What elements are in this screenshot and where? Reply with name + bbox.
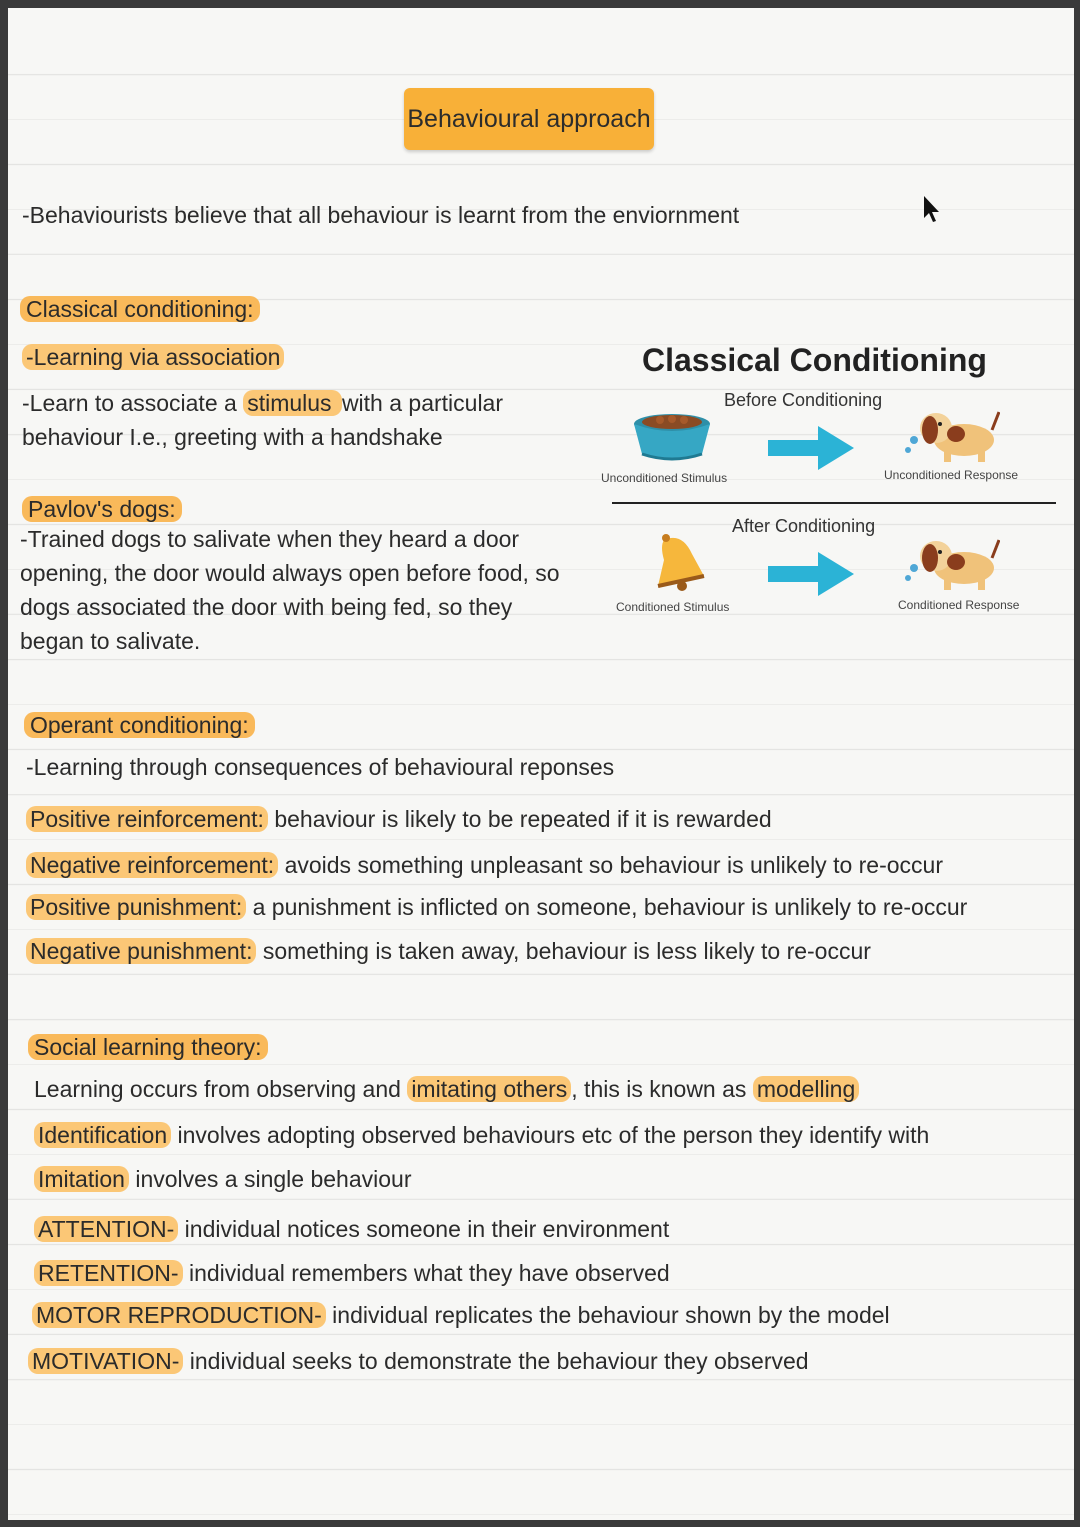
social-heading-label: Social learning theory:	[28, 1034, 268, 1060]
arrow-right-icon	[766, 548, 856, 600]
social-stage	[34, 1258, 670, 1288]
bell-icon	[648, 530, 714, 594]
operant-desc: avoids something unpleasant so behaviour is unlikely to re-occur	[278, 852, 943, 878]
operant-desc: behaviour is likely to be repeated if it is rewarded	[267, 806, 772, 832]
social-l1-a: Learning occurs from observing and	[34, 1076, 408, 1102]
stage-term: ATTENTION-	[34, 1216, 178, 1242]
caption-unconditioned-stimulus: Unconditioned Stimulus	[601, 471, 728, 485]
operant-term: Negative reinforcement:	[26, 852, 278, 878]
operant-text: -Learning through consequences of behavioural reponses	[26, 754, 615, 780]
social-heading	[28, 1032, 268, 1062]
intro-text: -Behaviourists believe that all behaviour is learnt from the enviornment	[22, 202, 740, 228]
classical-heading	[20, 294, 260, 324]
social-l3-text: involves a single behaviour	[128, 1166, 412, 1192]
classical-learn-line2: behaviour I.e., greeting with a handshake	[22, 424, 443, 450]
page-title: Behavioural approach	[404, 88, 654, 150]
notes-page	[8, 8, 1074, 1520]
operant-item	[26, 804, 772, 834]
social-l1-hl1: imitating others	[407, 1076, 571, 1102]
diagram-title: Classical Conditioning	[642, 342, 987, 378]
classical-via-label: -Learning via association	[22, 344, 284, 370]
social-l2-text: involves adopting observed behaviours etc of the person they identify with	[171, 1122, 930, 1148]
stage-term: RETENTION-	[34, 1260, 183, 1286]
pavlov-text: -Trained dogs to salivate when they heard a door opening, the door would always open before food, so dogs associated the door with being fed, so they began to salivate.	[20, 526, 560, 654]
mouse-cursor-icon	[921, 194, 943, 224]
caption-unconditioned-response: Unconditioned Response	[884, 468, 1019, 482]
pavlov-heading-label: Pavlov's dogs:	[22, 496, 182, 522]
operant-heading	[24, 710, 255, 740]
classical-via	[22, 342, 284, 372]
stage-term: MOTOR REPRODUCTION-	[32, 1302, 326, 1328]
stage-desc: individual remembers what they have observed	[182, 1260, 670, 1286]
social-stage	[34, 1214, 669, 1244]
social-line3	[34, 1164, 412, 1194]
dog-bowl-icon	[630, 410, 714, 462]
classical-learn-line1	[22, 388, 503, 418]
social-stage	[32, 1300, 890, 1330]
operant-item	[26, 936, 871, 966]
learn-highlight: stimulus	[243, 390, 342, 416]
arrow-right-icon	[766, 422, 856, 474]
caption-conditioned-stimulus: Conditioned Stimulus	[616, 600, 730, 614]
pavlov-heading	[22, 494, 182, 524]
social-line1	[34, 1074, 859, 1104]
dog-icon	[900, 528, 1000, 592]
stage-term: MOTIVATION-	[28, 1348, 183, 1374]
dog-icon	[900, 400, 1000, 464]
caption-conditioned-response: Conditioned Response	[898, 598, 1020, 612]
operant-term: Positive reinforcement:	[26, 806, 268, 832]
operant-desc: a punishment is inflicted on someone, behaviour is unlikely to re-occur	[246, 894, 968, 920]
stage-desc: individual notices someone in their environment	[178, 1216, 670, 1242]
operant-item	[26, 850, 943, 880]
operant-desc: something is taken away, behaviour is less likely to re-occur	[256, 938, 871, 964]
diagram-before-label: Before Conditioning	[724, 390, 883, 410]
classical-heading-label: Classical conditioning:	[20, 296, 260, 322]
learn-post: with a particular	[341, 390, 504, 416]
social-stage	[28, 1346, 809, 1376]
operant-term: Negative punishment:	[26, 938, 256, 964]
diagram-after-label: After Conditioning	[732, 516, 876, 536]
social-l1-b: , this is known as	[571, 1076, 753, 1102]
social-l3-hl: Imitation	[34, 1166, 129, 1192]
operant-item	[26, 892, 967, 922]
diagram-divider	[612, 502, 1056, 504]
social-line2	[34, 1120, 929, 1150]
operant-term: Positive punishment:	[26, 894, 246, 920]
social-l2-hl: Identification	[34, 1122, 171, 1148]
operant-heading-label: Operant conditioning:	[24, 712, 255, 738]
stage-desc: individual replicates the behaviour shown by the model	[325, 1302, 890, 1328]
stage-desc: individual seeks to demonstrate the behaviour they observed	[183, 1348, 809, 1374]
learn-pre: -Learn to associate a	[22, 390, 244, 416]
social-l1-hl2: modelling	[753, 1076, 859, 1102]
